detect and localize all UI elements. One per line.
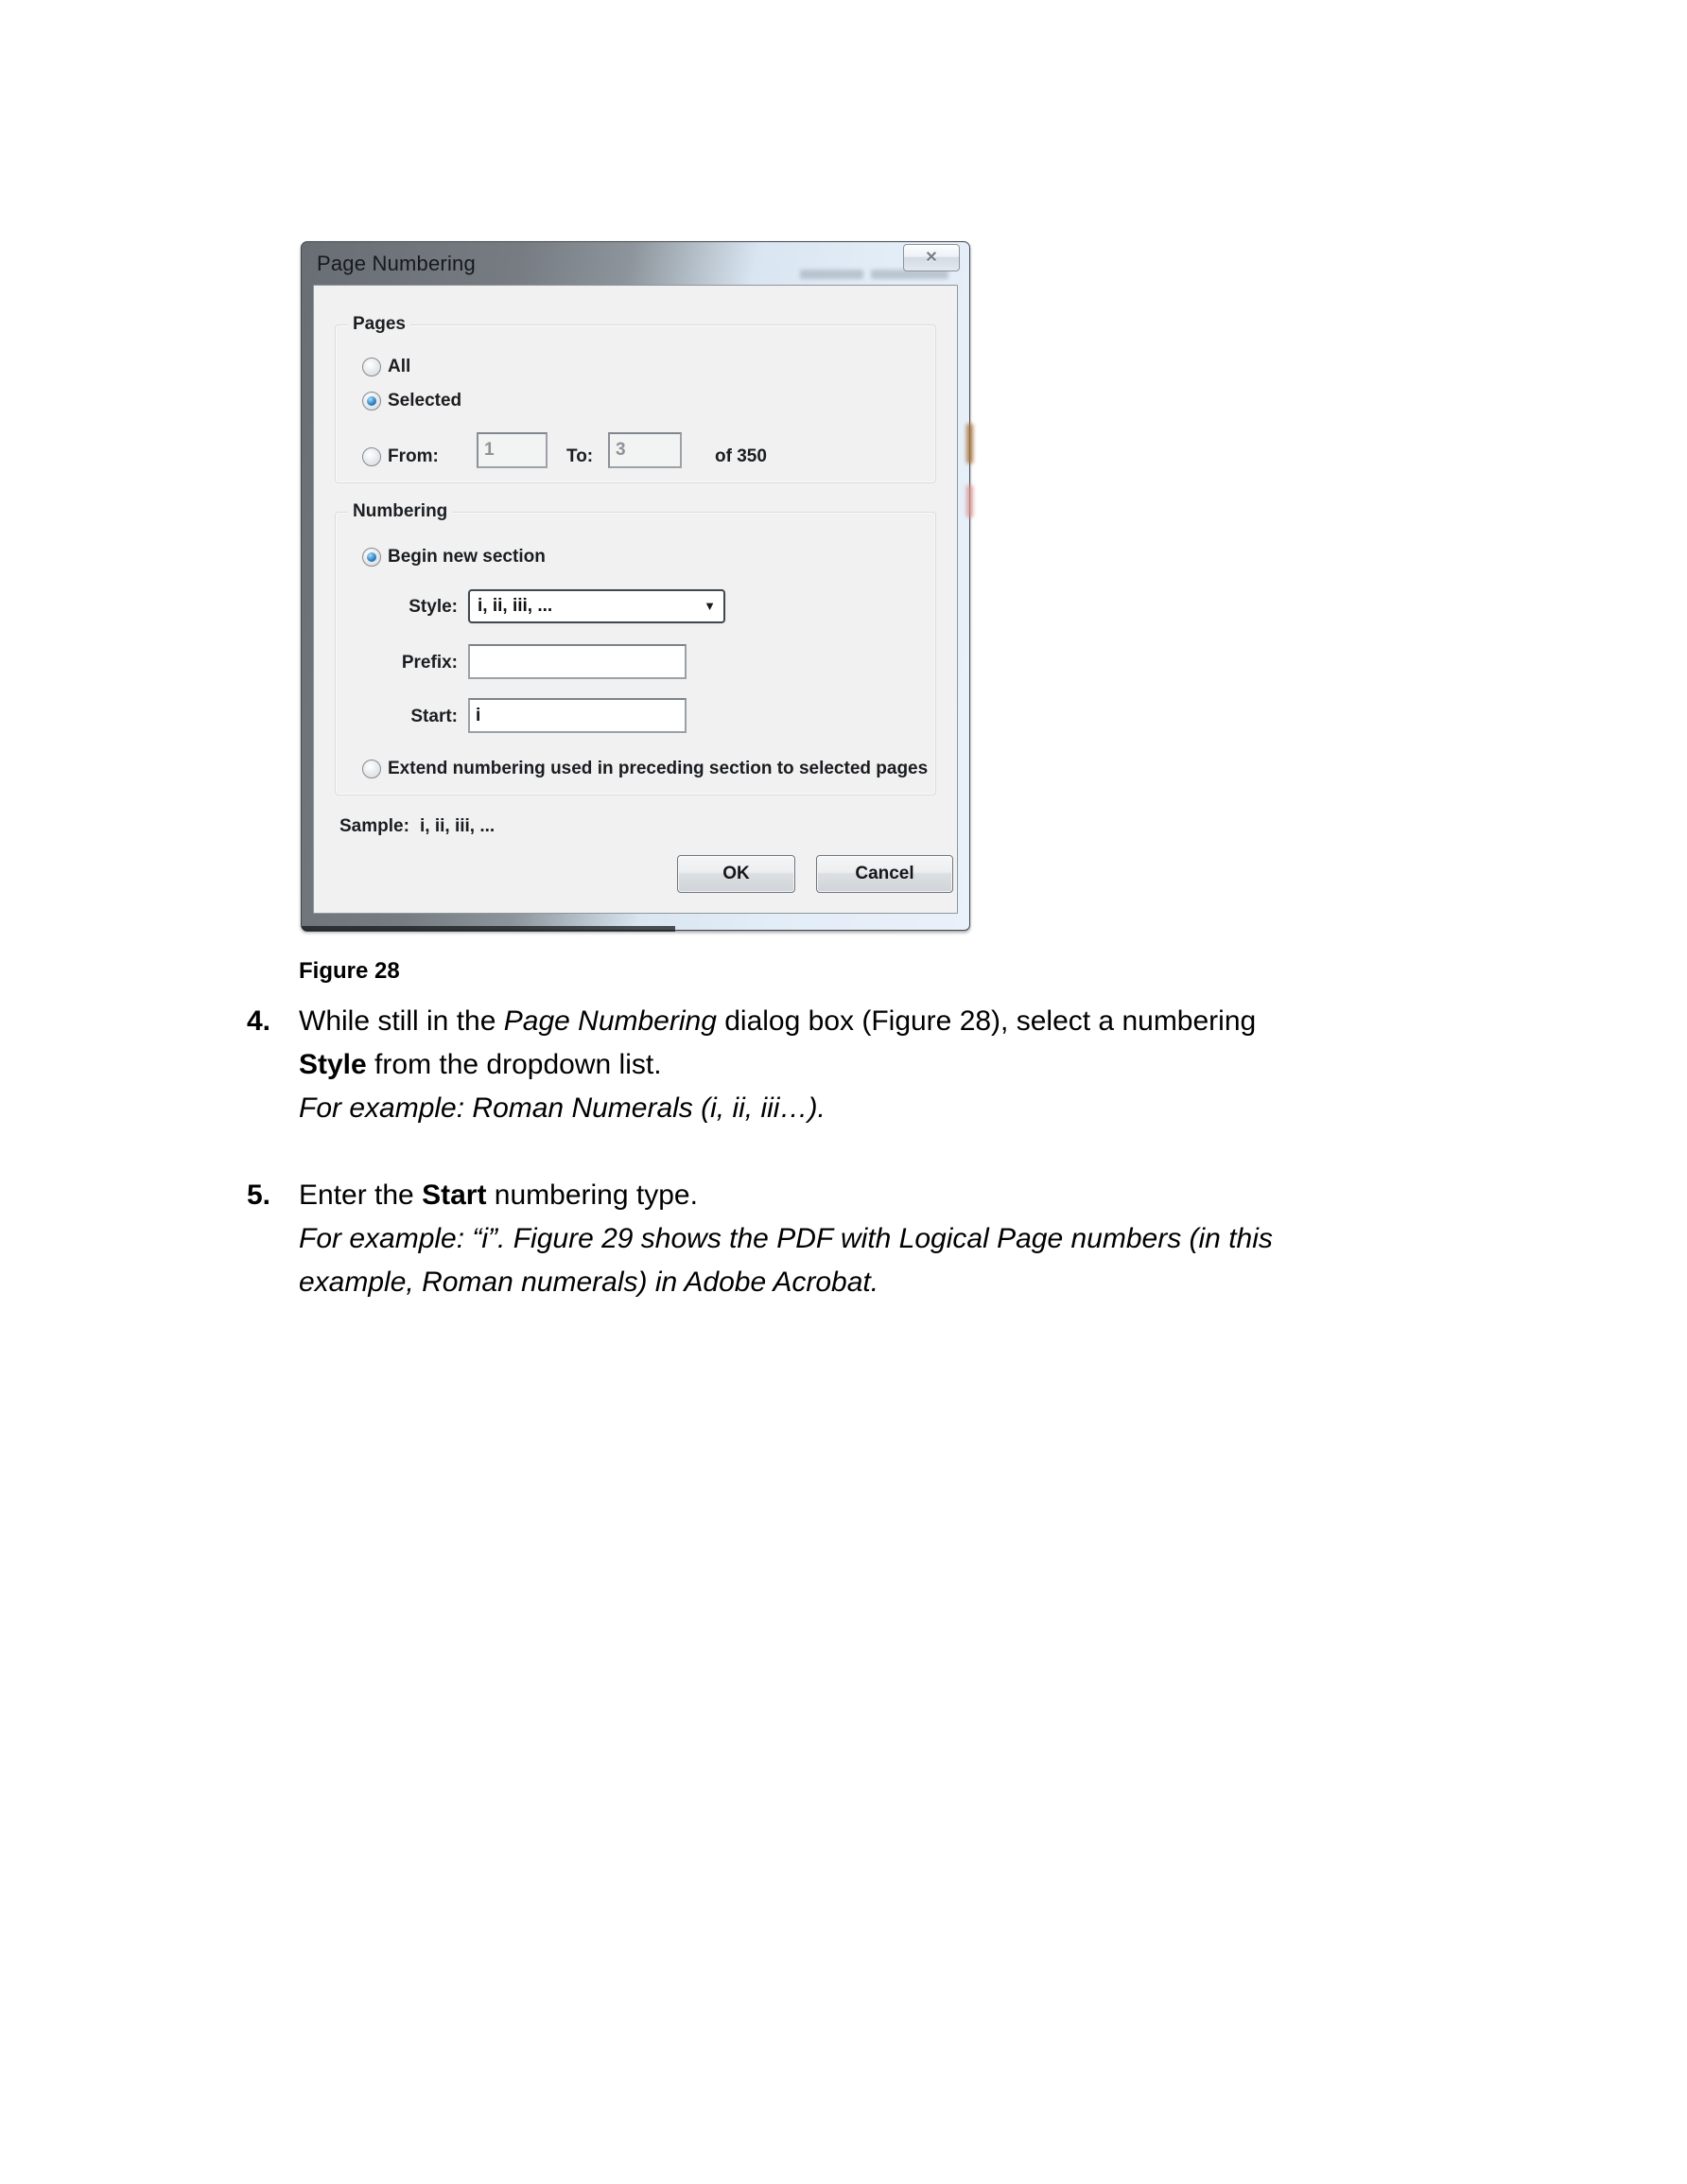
text-run: Page Numbering bbox=[503, 1005, 717, 1037]
radio-extend-numbering[interactable] bbox=[362, 760, 381, 778]
background-artifact bbox=[966, 424, 973, 463]
dialog-titlebar[interactable] bbox=[302, 242, 969, 285]
instruction-line bbox=[299, 1049, 662, 1081]
prefix-field[interactable] bbox=[468, 644, 687, 679]
close-icon: ✕ bbox=[925, 249, 938, 266]
pages-group-label: Pages bbox=[348, 315, 410, 334]
radio-selected-label: Selected bbox=[388, 391, 462, 411]
radio-all[interactable] bbox=[362, 358, 381, 376]
instruction-line bbox=[299, 1223, 1273, 1255]
start-label: Start: bbox=[410, 707, 458, 726]
instruction-line bbox=[299, 1092, 826, 1125]
page-numbering-dialog bbox=[301, 241, 970, 931]
ok-button[interactable] bbox=[677, 855, 795, 893]
instruction-line bbox=[299, 1267, 878, 1299]
radio-extend-label: Extend numbering used in preceding section to selected pages bbox=[388, 759, 929, 778]
style-dropdown[interactable] bbox=[468, 589, 725, 623]
start-field[interactable]: i bbox=[468, 698, 687, 733]
sample-value: i, ii, iii, ... bbox=[420, 816, 496, 836]
cancel-button-label: Cancel bbox=[855, 864, 914, 883]
to-field: 3 bbox=[608, 432, 682, 468]
text-run: Style bbox=[299, 1049, 367, 1080]
text-run: example, Roman numerals) in Adobe Acrobat. bbox=[299, 1267, 879, 1298]
text-run: dialog box (Figure 28), select a numbering bbox=[716, 1005, 1257, 1037]
from-field: 1 bbox=[477, 432, 548, 468]
radio-selected[interactable] bbox=[362, 392, 381, 411]
numbering-group-label: Numbering bbox=[348, 502, 452, 521]
list-item-number: 5. bbox=[247, 1179, 271, 1211]
ok-button-label: OK bbox=[722, 864, 750, 883]
text-run: Enter the bbox=[299, 1179, 423, 1211]
close-button[interactable] bbox=[903, 244, 960, 271]
radio-from[interactable] bbox=[362, 447, 381, 466]
text-run: Start bbox=[422, 1179, 487, 1211]
prefix-label: Prefix: bbox=[401, 653, 458, 673]
text-run: For example: “i”. Figure 29 shows the PDF with Logical Page numbers (in this bbox=[299, 1223, 1273, 1254]
text-run: For example: Roman Numerals (i, ii, iii…). bbox=[299, 1092, 826, 1124]
background-window-smudge bbox=[800, 270, 863, 279]
sample-label: Sample: bbox=[339, 816, 409, 836]
text-run: numbering type. bbox=[486, 1179, 698, 1211]
to-label: To: bbox=[566, 446, 594, 466]
text-run: While still in the bbox=[299, 1005, 504, 1037]
text-run: from the dropdown list. bbox=[366, 1049, 662, 1080]
chevron-down-icon[interactable]: ▼ bbox=[704, 599, 716, 613]
figure-caption: Figure 28 bbox=[299, 958, 400, 984]
style-dropdown-value: i, ii, iii, ... bbox=[478, 596, 553, 616]
dialog-body bbox=[313, 285, 958, 914]
radio-begin-new-section[interactable] bbox=[362, 548, 381, 567]
instruction-line bbox=[299, 1005, 1256, 1038]
dialog-bottom-shadow bbox=[302, 926, 675, 932]
of-total-label: of 350 bbox=[715, 446, 767, 466]
style-label: Style: bbox=[409, 597, 458, 617]
background-artifact bbox=[966, 485, 973, 517]
dialog-title: Page Numbering bbox=[317, 252, 476, 275]
radio-all-label: All bbox=[388, 357, 411, 376]
instruction-line bbox=[299, 1179, 698, 1212]
cancel-button[interactable] bbox=[816, 855, 953, 893]
radio-from-label: From: bbox=[388, 446, 439, 466]
list-item-number: 4. bbox=[247, 1005, 271, 1037]
radio-begin-label: Begin new section bbox=[388, 547, 546, 567]
